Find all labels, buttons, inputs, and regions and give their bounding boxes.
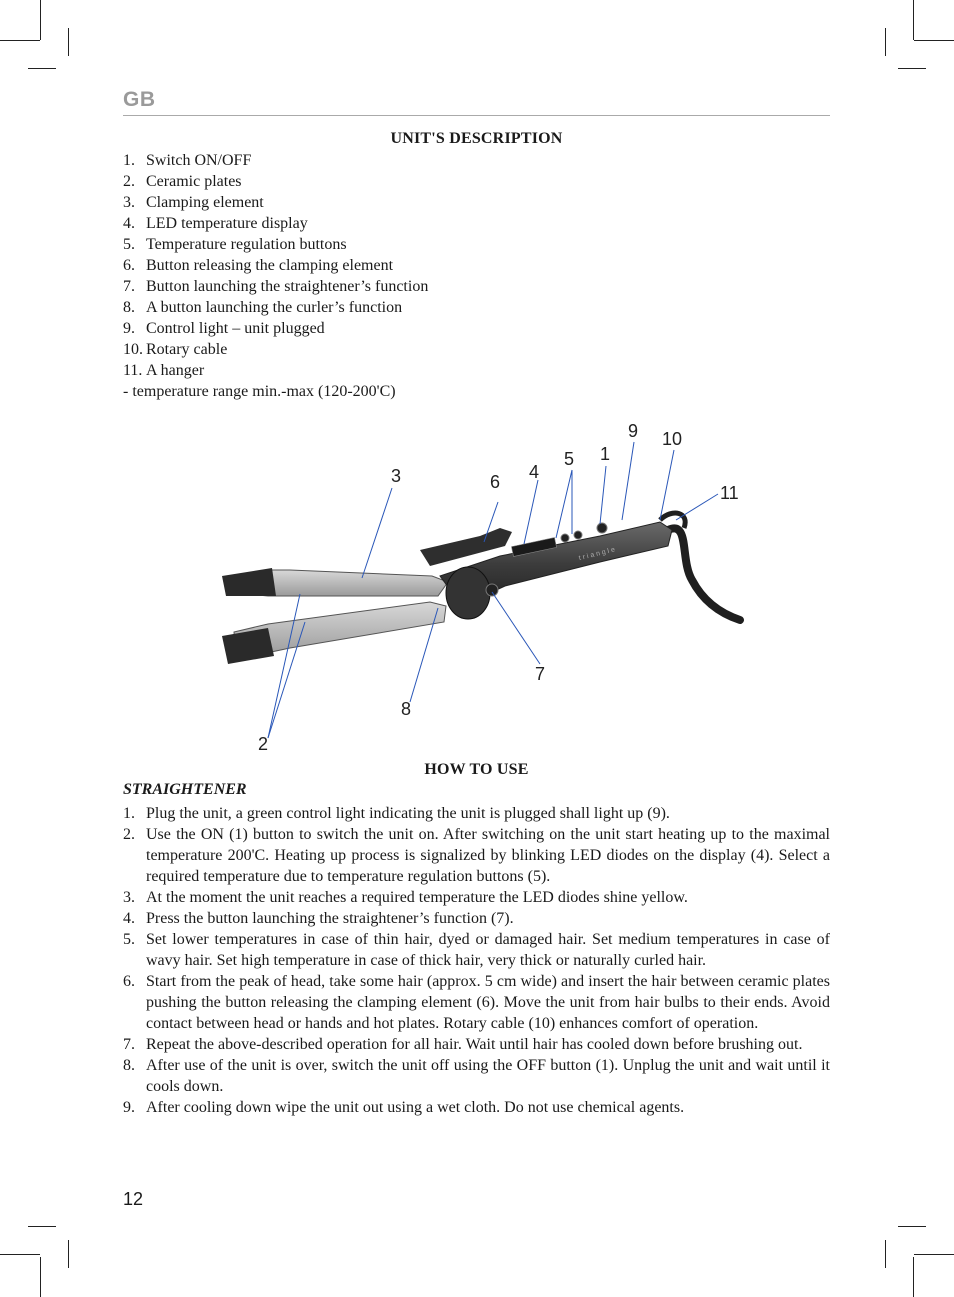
item-text: Clamping element	[146, 194, 264, 211]
leader-line-10	[660, 450, 674, 520]
rotary-cable	[668, 528, 740, 620]
item-text: Temperature regulation buttons	[146, 236, 347, 253]
instruction-step	[123, 1055, 830, 1097]
description-item	[123, 171, 830, 192]
step-number: 2.	[123, 826, 135, 843]
leader-line-9	[622, 442, 634, 520]
callout-1: 1	[600, 444, 611, 464]
item-text: LED temperature display	[146, 215, 308, 232]
step-text: Repeat the above-described operation for all hair. Wait until hair has cooled down before brushing out.	[146, 1036, 803, 1053]
item-number: 9.	[123, 320, 135, 337]
callout-11: 11	[720, 483, 739, 503]
description-item	[123, 339, 830, 360]
crop-mark	[0, 1254, 40, 1255]
upper-tip	[222, 568, 276, 596]
language-code: GB	[123, 88, 156, 111]
crop-mark	[0, 40, 40, 41]
item-number: 5.	[123, 236, 135, 253]
leader-line-4	[524, 480, 538, 544]
leader-line-11	[676, 494, 718, 520]
lower-tip	[222, 628, 274, 664]
instruction-step	[123, 1097, 830, 1118]
description-item	[123, 192, 830, 213]
temperature-button	[574, 531, 582, 539]
leader-line-1	[600, 466, 606, 524]
crop-mark	[914, 40, 954, 41]
description-item	[123, 297, 830, 318]
step-text: Use the ON (1) button to switch the unit on. After switching on the unit start heating up to the maximal temperature 200'C. Heating up process is signalized by blinking LED diodes on the display (4). Select a required temperature due to temperature regulation buttons (5).	[146, 826, 830, 885]
brand-mark: triangle	[578, 545, 618, 563]
callout-4: 4	[529, 462, 540, 482]
step-number: 1.	[123, 805, 135, 822]
crop-mark	[885, 1240, 886, 1268]
description-item	[123, 150, 830, 171]
step-text: After cooling down wipe the unit out using a wet cloth. Do not use chemical agents.	[146, 1099, 685, 1116]
item-text: Control light – unit plugged	[146, 320, 325, 337]
callout-9: 9	[628, 421, 639, 441]
callout-5: 5	[564, 449, 575, 469]
item-text: Rotary cable	[146, 341, 228, 358]
step-text: Start from the peak of head, take some hair (approx. 5 cm wide) and insert the hair between ceramic plates pushing the button releasing the clamping element (6). Move the unit from hair bulbs to their ends. Avoid contact between head or hands and hot plates. Rotary cable (10) enhances comfort of operation.	[146, 973, 830, 1032]
crop-mark	[68, 28, 69, 56]
step-number: 6.	[123, 973, 135, 990]
crop-mark	[898, 68, 926, 69]
item-number: 4.	[123, 215, 135, 232]
description-item	[123, 234, 830, 255]
description-title: UNIT'S DESCRIPTION	[390, 130, 563, 147]
callout-7: 7	[535, 664, 546, 684]
temperature-button	[561, 534, 569, 542]
header-divider	[123, 115, 830, 116]
leader-line-7	[492, 592, 540, 664]
item-number: 10.	[123, 341, 143, 358]
step-text: Set lower temperatures in case of thin hair, dyed or damaged hair. Set medium temperatures in case of wavy hair. Set high temperature in case of thick hair, very thick or naturally curled hair.	[146, 931, 830, 969]
barrel-collar	[446, 567, 490, 619]
step-number: 9.	[123, 1099, 135, 1116]
item-text: Button releasing the clamping element	[146, 257, 394, 274]
callout-10: 10	[662, 429, 683, 449]
instruction-step	[123, 908, 830, 929]
description-item	[123, 318, 830, 339]
crop-mark	[68, 1240, 69, 1268]
crop-mark	[913, 1257, 914, 1297]
instruction-step	[123, 803, 830, 824]
crop-mark	[40, 0, 41, 40]
leader-line-5	[556, 470, 572, 538]
item-number: 6.	[123, 257, 135, 274]
step-text: After use of the unit is over, switch the unit off using the OFF button (1). Unplug the unit and wait until it cools down.	[146, 1057, 830, 1095]
item-number: 2.	[123, 173, 135, 190]
instruction-step	[123, 824, 830, 887]
instruction-step	[123, 1034, 830, 1055]
description-item	[123, 255, 830, 276]
leader-line-3	[362, 488, 392, 578]
step-number: 7.	[123, 1036, 135, 1053]
description-item	[123, 360, 830, 381]
callout-6: 6	[490, 472, 501, 492]
power-button	[597, 523, 607, 533]
instruction-step	[123, 971, 830, 1034]
temperature-range-note: - temperature range min.-max (120-200'C)	[123, 383, 396, 400]
step-text: Press the button launching the straightener’s function (7).	[146, 910, 514, 927]
item-number: 8.	[123, 299, 135, 316]
page-number: 12	[123, 1189, 144, 1209]
step-number: 8.	[123, 1057, 135, 1074]
item-text: A hanger	[146, 362, 205, 379]
step-text: Plug the unit, a green control light indicating the unit is plugged shall light up (9).	[146, 805, 670, 822]
crop-mark	[914, 1254, 954, 1255]
item-text: Switch ON/OFF	[146, 152, 252, 169]
crop-mark	[28, 1226, 56, 1227]
step-number: 4.	[123, 910, 135, 927]
crop-mark	[28, 68, 56, 69]
item-number: 7.	[123, 278, 135, 295]
item-number: 1.	[123, 152, 135, 169]
crop-mark	[898, 1226, 926, 1227]
callout-3: 3	[391, 466, 402, 486]
product-illustration	[0, 410, 954, 760]
callout-8: 8	[401, 699, 412, 719]
curler-button	[486, 584, 498, 596]
crop-mark	[913, 0, 914, 40]
step-number: 5.	[123, 931, 135, 948]
crop-mark	[885, 28, 886, 56]
description-list	[123, 150, 830, 402]
item-number: 11.	[123, 362, 143, 379]
item-number: 3.	[123, 194, 135, 211]
instruction-step	[123, 887, 830, 908]
instruction-steps	[123, 803, 830, 1118]
leader-line-2	[268, 594, 300, 738]
instruction-step	[123, 929, 830, 971]
description-item	[123, 213, 830, 234]
step-number: 3.	[123, 889, 135, 906]
item-text: Ceramic plates	[146, 173, 242, 190]
step-text: At the moment the unit reaches a required temperature the LED diodes shine yellow.	[146, 889, 688, 906]
straightener-section-title: STRAIGHTENER	[123, 781, 247, 798]
item-text: Button launching the straightener’s function	[146, 278, 429, 295]
curling-straightener-diagram	[0, 410, 954, 760]
item-text: A button launching the curler’s function	[146, 299, 403, 316]
crop-mark	[40, 1257, 41, 1297]
how-to-use-title: HOW TO USE	[424, 761, 529, 778]
callout-2: 2	[258, 734, 269, 754]
description-item	[123, 276, 830, 297]
